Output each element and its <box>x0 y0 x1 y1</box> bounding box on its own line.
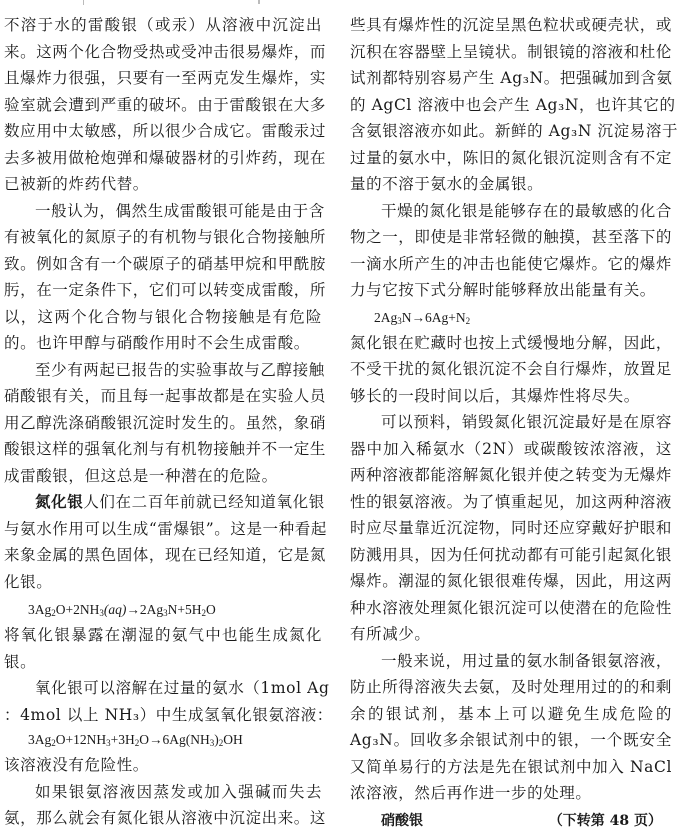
paragraph-line: 器中加入稀氨水（2N）或碳酸铵浓溶液，这 <box>350 439 672 458</box>
paragraph-line: 银。 <box>4 652 37 671</box>
chemical-equation: $2Ag_3N\to 6Ag+N_2$ <box>374 309 471 326</box>
paragraph-line: 两种溶液都能溶解氮化银并使之转变为无爆炸 <box>350 466 673 484</box>
paragraph-line: 将氧化银暴露在潮湿的氨气中也能生成氮化 <box>4 626 322 644</box>
paragraph-line: 如果银氨溶液因蒸发或加入强碱而失去 <box>35 782 322 801</box>
arrow-icon: → <box>411 309 425 325</box>
chemical-equation: $3Ag_2O+12NH_3+3H_2O\to 6Ag(NH_3)_2OH$ <box>28 732 243 748</box>
paragraph-line: 化银。 <box>4 572 53 591</box>
paragraph-line: 硝酸银有关，而且每一起事故都是在实验人员 <box>4 387 327 405</box>
paragraph-line: 些具有爆炸性的沉淀呈黑色粒状或硬壳状，或 <box>350 16 673 34</box>
paragraph-line: 来。这两个化合物受热或受冲击很易爆炸，而 <box>4 42 327 61</box>
paragraph-line: 浓溶液，然后再作进一步的处理。 <box>350 784 592 802</box>
paragraph-line-with-term <box>4 489 325 516</box>
paragraph-line: 防止所得溶液失去氨，及时处理用过的的和剩 <box>350 678 673 696</box>
paragraph-line: 种水溶液处理氮化银沉淀可以使潜在的危险性 <box>350 598 673 617</box>
paragraph-line: 不受干扰的氮化银沉淀不会自行爆炸，放置足 <box>350 360 673 378</box>
paragraph-line: 够长的一段时间以后，其爆炸性将尽失。 <box>350 386 640 405</box>
paragraph-line: 酸银这样的强氧化剂与有机物接触并不一定生 <box>4 440 327 458</box>
paragraph-line: 有所减少。 <box>350 625 431 643</box>
section-footer-row <box>350 807 672 833</box>
section-heading: 硝酸银 <box>381 812 423 829</box>
paragraph-line: 防溅用具，因为任何扰动都有可能引起氮化银 <box>350 545 673 564</box>
arrow-icon: → <box>149 732 163 747</box>
paragraph-line: 该溶液没有危险性。 <box>4 756 149 774</box>
paragraph-line: 试剂都特别容易产生 Ag₃N。把强碱加到含氨 <box>350 69 673 87</box>
paragraph-line: 一般来说，用过量的氨水制备银氨溶液， <box>381 651 672 670</box>
paragraph-line: 过量的氨水中，陈旧的氮化银沉淀则含有不定 <box>350 148 673 167</box>
paragraph-line: 验室就会遭到严重的破坏。由于雷酸银在大多 <box>4 95 327 114</box>
paragraph-line: 氨，那么就会有氮化银从溶液中沉淀出来。这 <box>4 809 327 827</box>
paragraph-line: 含氨银溶液亦如此。新鲜的 Ag₃N 沉淀易溶于 <box>350 122 679 140</box>
paragraph-line: 爆炸。潮湿的氮化银很难传爆，因此，用这两 <box>350 572 673 590</box>
paragraph-line: ：4mol 以上 NH₃）中生成氢氧化银氨溶液： <box>4 705 333 724</box>
scan-artifact <box>258 0 260 4</box>
chemical-equation: $3Ag_2O+2NH_3(aq)\to 2Ag_3N+5H_2O$ <box>28 602 216 618</box>
paragraph-line: 去多被用做枪炮弹和爆破器材的引炸药，现在 <box>4 148 327 167</box>
continuation-note: （下转第 48 页） <box>548 812 662 829</box>
paragraph-line: 沉积在容器壁上呈镜状。制银镜的溶液和杜伦 <box>350 42 673 61</box>
paragraph-line: 致。例如含有一个碳原子的硝基甲烷和甲酰胺 <box>4 254 327 273</box>
paragraph-line: 的 AgCl 溶液中也会产生 Ag₃N，也许其它的 <box>350 95 676 114</box>
paragraph-line: 肟，在一定条件下，它们可以转变成雷酸，所 <box>4 281 327 299</box>
paragraph-line: 的。也许甲醇与硝酸作用时不会生成雷酸。 <box>4 334 310 352</box>
paragraph-line: Ag₃N。回收多余银试剂中的银，一个既安全 <box>350 731 672 749</box>
paragraph-line: 氧化银可以溶解在过量的氨水（1mol Ag <box>35 679 330 697</box>
paragraph-line: 有被氧化的氮原子的有机物与银化合物接触所 <box>4 228 327 246</box>
paragraph-line: 又简单易行的方法是先在银试剂中加入 NaCl <box>350 757 672 776</box>
paragraph-line: 时应尽量靠近沉淀物，同时还应穿戴好护眼和 <box>350 519 673 537</box>
paragraph-line: 已被新的炸药代替。 <box>4 175 149 193</box>
paragraph-line: 可以预料，销毁氮化银沉淀最好是在原容 <box>381 413 672 431</box>
paragraph-line: 物之一，即使是非常轻微的触摸，甚至落下的 <box>350 228 673 246</box>
scan-artifact <box>83 0 84 5</box>
paragraph-line: 不溶于水的雷酸银（或汞）从溶液中沉淀出 <box>4 16 322 34</box>
paragraph-text: 人们在二百年前就已经知道氧化银 <box>83 493 325 511</box>
arrow-icon: → <box>126 602 140 617</box>
paragraph-line: 氮化银在贮藏时也按上式缓慢地分解，因此， <box>350 333 673 352</box>
paragraph-line: 来象金属的黑色固体，现在已经知道，它是氮 <box>4 546 327 564</box>
section-term: 氮化银 <box>35 492 84 511</box>
paragraph-line: 力与它按下式分解时能够释放出能量有关。 <box>350 281 656 299</box>
paragraph-line: 且爆炸力很强，只要有一至两克发生爆炸，实 <box>4 69 327 87</box>
paragraph-line: 成雷酸银，但这总是一种潜在的危险。 <box>4 466 278 485</box>
paragraph-line: 一般认为，偶然生成雷酸银可能是由于含 <box>35 201 325 220</box>
paragraph-line: 量的不溶于氨水的金属银。 <box>350 175 544 193</box>
paragraph-line: 干燥的氮化银是能够存在的最敏感的化合 <box>381 201 672 220</box>
paragraph-line: 数应用中太敏感，所以很少合成它。雷酸汞过 <box>4 122 327 140</box>
paragraph-line: 一滴水所产生的冲击也能使它爆炸。它的爆炸 <box>350 254 673 273</box>
paragraph-line: 余的银试剂，基本上可以避免生成危险的 <box>350 704 672 723</box>
paragraph-line: 与氨水作用可以生成“雷爆银”。这是一种看起 <box>4 519 327 538</box>
paragraph-line: 性的银氨溶液。为了慎重起见，加这两种溶液 <box>350 492 673 511</box>
right-column <box>350 12 679 833</box>
paragraph-line: 用乙醇洗涤硝酸银沉淀时发生的。虽然，象硝 <box>4 413 327 432</box>
paragraph-line: 以，这两个化合物与银化合物接触是有危险 <box>4 307 322 326</box>
paragraph-line: 至少有两起已报告的实验事故与乙醇接触 <box>35 360 325 379</box>
left-column <box>4 12 333 832</box>
